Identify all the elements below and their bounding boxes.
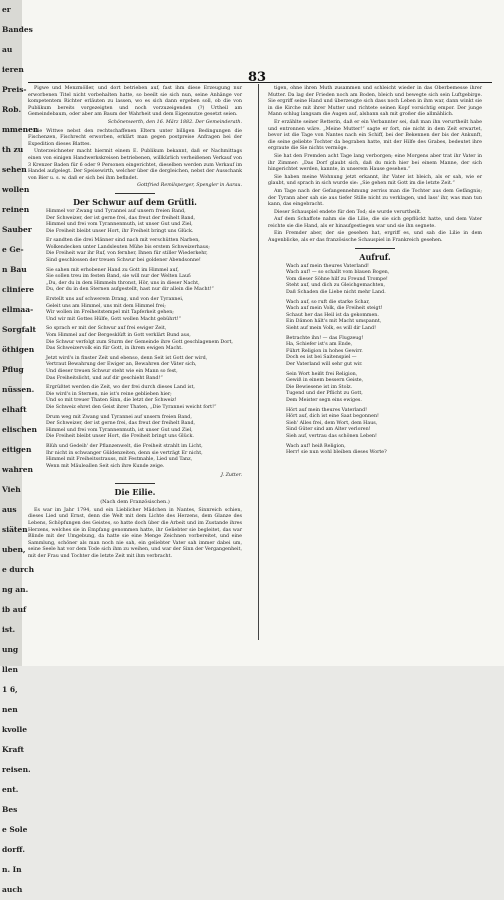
margin-fragment: llen xyxy=(2,665,18,674)
stanza xyxy=(286,444,482,457)
margin-fragment: Sorgfalt xyxy=(2,325,37,334)
verse-line: Erstellt uns auf schwerem Drang, und von der Tyrannei, xyxy=(46,297,184,303)
margin-fragment: sehen xyxy=(2,165,27,174)
verse-line: Drum weg mit Zwang und Tyrannei auf unsern freien Band, xyxy=(46,414,192,420)
verse-line: Wach auf mein Volk, die Freiheit steigt! xyxy=(286,306,383,312)
verse-line: Jetzt wird's in finster Zeit und ebenso, denn Seit ist Gott der wird, xyxy=(46,355,208,361)
margin-fragment: ung xyxy=(2,645,19,654)
verse-line: Himmel vor Zwang und Tyrannei auf unsern freien Band, xyxy=(46,208,186,214)
poem-title: Der Schwur auf dem Grütli. xyxy=(73,196,197,207)
verse-line: Sind Güter sind am Alter verloren! xyxy=(286,427,371,433)
margin-fragment: mmenen xyxy=(2,125,39,134)
margin-fragment: wahren xyxy=(2,465,33,474)
verse-line: Dem Meister segn eins ewiges. xyxy=(286,397,362,403)
verse-line: Steht auf, und dich zu Gleichgemachten, xyxy=(286,283,386,289)
verse-line: Wenn mit Mäuleallen Seit sich ihre Kunde zeige. xyxy=(46,463,165,469)
margin-fragment: auch xyxy=(2,885,23,894)
verse-line: Wir wollen im Freiheitstempel mit Tapferkeit gehen; xyxy=(46,310,174,316)
margin-fragment: cliniere xyxy=(2,285,35,294)
verse-line: Schaut her das Heil ist da gekommen. xyxy=(286,312,379,318)
appeal-title: Aufruf. xyxy=(359,251,391,262)
verse-line: Sie sollen treu im festen Band, sie will nur der Welten Lauf: xyxy=(46,274,192,280)
left-column xyxy=(28,86,242,642)
margin-fragment: kvolle xyxy=(2,725,28,734)
margin-fragment: Pflug xyxy=(2,365,24,374)
verse-line: Die Freiheit bleibt unser Hort, die Freiheit bringt uns Glück. xyxy=(46,434,194,440)
verse-line: Und wir mit Gottes Hülfe, Gott wollen Macht gebührt!“ xyxy=(46,316,181,322)
right-column xyxy=(268,86,482,638)
story-paragraph: Dieser Schauspiel endete für den Tod; sie wurde verurtheilt. xyxy=(274,209,422,215)
verse-line: Himmel mit Freiheitsstrauss, mit Festmahle, Lied und Tanz, xyxy=(46,457,193,463)
stanza xyxy=(286,300,482,333)
verse-line: Sein Wort heißt frei Religion, xyxy=(286,371,358,377)
notice-paragraph: Pigwe und Menzmöller, und dort betrieben auf, fast ihm diese Erzeugung nur erworbenen Titel nicht vorbehalten hatte, so beeilt sie sich nun, seine Anhänge vor kompetentem Richter erläuten zu lassen, wo es sich dann ergeben soll, ob die von Publikum bereits vorgezeigten und noch vorzuzeigenden (?) Urtheil am Gemeindebaum, oder aber am Baum der Wahrheit und dem Eigennutze gesetzt seien. xyxy=(28,86,242,118)
story-paragraph: Sie hat den Fremden acht Tage lang verborgen; eine Morgens aber trat ihr Vater in ihr Zimmer: „Das Dorf glaubt sich, daß du mich hier bei einem Manne, der sich hingerichtet werden, kannte, in unserem Hause gesehen.“ xyxy=(268,153,482,173)
verse-line: Sind geschlossen der treuen Schwur bei goldener Abendsonne! xyxy=(46,258,201,264)
verse-line: Vertraut Bewahrung der Ewiger an, Bewahren der Väter sich, xyxy=(46,362,197,368)
verse-line: Hört auf, dich ist eine Saat begonnen! xyxy=(286,414,379,420)
notice-signature: Gottfried Remilsperger, Spengler in Aarau. xyxy=(137,183,242,189)
stanza xyxy=(286,264,482,297)
margin-fragment: e Sole xyxy=(2,825,28,834)
verse-line: Das Freiheitslicht, und auf dir geschieht Band!“ xyxy=(46,375,163,381)
margin-fragment: nüssen. xyxy=(2,385,35,394)
story-paragraph: Es war im Jahr 1794, und ein Lieblicher Mädchen in Nantes, Sinnreich schien, dieses Lied und Ernst, denn die Welt mit dem Lichte des Herzens, dem Glanze des Lebens, Schöpfungen des Geistes, so hatte doch über die Arbeit und im Zustande ihres Herzens, welches sie in Empfang genommen hatte, ihr Geliebter sie begleitet, das war Blinde mit der Umgebung, da hatte sie eine Menge Zeichnen vorbereitet, und eine Sammlung, schöner als man noch nie sah, ein geliebter Vater sah immer dabei um, seine Seele hat vor dem Tode sich ihm zu weihen, und war der Sinn der Vergangenheit, mit der Frau und Tochter die letzte Zeit mit ihm verbracht. xyxy=(28,507,242,560)
margin-fragment: ent. xyxy=(2,785,19,794)
margin-fragment: n. In xyxy=(2,865,22,874)
verse-line: Führt Religion in hohes Gewirr. xyxy=(286,348,363,354)
margin-fragment: ellmaa- xyxy=(2,305,34,314)
margin-fragment: reisen. xyxy=(2,765,31,774)
verse-line: Hört auf mein theures Vaterland! xyxy=(286,407,368,413)
verse-line: Himmel und frei vom Tyrannenmuth, ist unser Gut und Ziel, xyxy=(46,427,193,433)
story-paragraph: tigen, ohne ihren Muth zusammen und schleicht wieder in das Oberbemesse ihrer Mutter. Da lag der Frieden noch am Boden, bleich und bewegte sich sein Luftgebirge. Sie ergriff seine Hand und überzeugte sich dass noch Leben in ihm war, dann winkt sie in die Kirche mit ihrer Mutter und richtete seinen Kopf vorsichtig empor. Der junge Mann schlug langsam die Augen auf, alsbann sah mit großer die allmählich. xyxy=(268,86,482,118)
column-divider xyxy=(258,84,259,640)
margin-fragment: elischen xyxy=(2,425,37,434)
verse-line: Sie sahen mit erhobener Hand zu Gott im Himmel auf, xyxy=(46,267,179,273)
verse-line: Vom Himmel auf der Bergesklüft in Gott verklärt Bund aus, xyxy=(46,333,191,338)
stanza xyxy=(46,326,242,352)
verse-line: Tugend und der Pflicht zu Gott, xyxy=(286,391,363,397)
verse-line: Die Schwur verfolgt zum Sturm der Gemeinde ihre Gott geschlagenem Dort, xyxy=(46,339,233,345)
margin-fragment: uben, xyxy=(2,545,26,554)
margin-fragment: aus xyxy=(2,505,17,514)
verse-line: Und so mit treuer Thaten Sinn, die letzt der Schweiz! xyxy=(46,398,177,404)
margin-fragment: Bes xyxy=(2,805,18,814)
margin-fragment: n Bau xyxy=(2,265,27,274)
margin-fragment: th zu xyxy=(2,145,24,154)
margin-fragment: Bandes xyxy=(2,25,33,34)
verse-line: Vom dieser Söhne hilf zu Freund Trompe! xyxy=(286,276,388,282)
verse-line: Sieht auf mein Volk, es will dir Land! xyxy=(286,326,377,331)
verse-line: Ha, Schiefer ist's am Ende, xyxy=(286,342,353,348)
verse-line: Der Schweizer, der ist gerne frei, das freut der freihelt Band, xyxy=(46,215,196,221)
verse-line: Die Schweiz ehret den Geist ihrer Thaten, „Die Tyrannei weicht fort!“ xyxy=(46,404,217,410)
stanza xyxy=(46,238,242,264)
margin-fragment: Sauber xyxy=(2,225,32,234)
story-paragraph: Sie haben meine Wohnung jetzt erkannt, ihr Vater ist bleich, als er sah, wie er glaubt, und sprach in sich wurde sie: „Sie gehen mit Gott im die letzte Zeit.“ xyxy=(268,174,482,187)
margin-fragment: Vieh xyxy=(2,485,21,494)
margin-fragment: eitigen xyxy=(2,445,32,454)
margin-fragment: ieren xyxy=(2,65,24,74)
verse-line: „Du, der du in dem Himmeln thronst, Hör, uns in dieser Nacht, xyxy=(46,280,200,286)
verse-line: Ihr nicht in schwanger Güldenzeiten, denn sie verträgt Er nicht, xyxy=(46,450,203,456)
verse-line: Wach auf, so ruft die starke Schar, xyxy=(286,299,370,305)
verse-line: Sieh' Alles frei, dem Wort, dem Haus, xyxy=(286,420,378,426)
margin-fragment: e Ge- xyxy=(2,245,24,254)
margin-fragment: ib auf xyxy=(2,605,27,614)
verse-line: Geleit uns am Himmel, uns mit dem Himmel frei; xyxy=(46,303,166,309)
margin-fragment: au xyxy=(2,45,13,54)
page-number: 83 xyxy=(248,70,267,85)
verse-line: Die wird's in Sternen, nie ist's reine geblieben hier; xyxy=(46,391,172,397)
margin-fragment: Rob. xyxy=(2,105,22,114)
verse-line: Der Schweizer, der ist gerne frei, das freut der freihelt Band, xyxy=(46,421,196,427)
notice-paragraph: Unterzeichneter macht hiermit einem E. Publikum bekannt, daß er Nachmittags einen von einigen Handwerkskreisen betriebenen, willkürlich verheißenen Verkauf von 3 Krenzer Baden für 6 oder 9 Personen eingerichtet, dieselben werden zum Verkauf im Handel aufgelegt. Der Speisewirth, welcher über die dergleichen, nebst der Ausschank von Bier u. s. w. daß er sich bei ihm befindet. xyxy=(28,149,242,181)
verse-line: Ein Dämon hält's mit Macht umspannt, xyxy=(286,319,382,325)
verse-line: Die Bewiesene ist im Stolz. xyxy=(286,384,353,390)
verse-line: Sieh auf, vertrau das schönen Leben! xyxy=(286,433,377,439)
section-rule xyxy=(355,248,395,249)
margin-fragment: 1 6, xyxy=(2,685,18,694)
margin-fragment: öthigen xyxy=(2,345,35,354)
verse-line: Blüh und Gedeih' der Pflanzenwelt, die Freiheit strahlt im Licht, xyxy=(46,443,203,449)
margin-fragment: ng an. xyxy=(2,585,29,594)
appeal-body xyxy=(268,264,482,457)
stanza xyxy=(46,356,242,382)
verse-line: Daß Schaden die Liebe nicht mehr Land. xyxy=(286,290,386,296)
story-title: Die Eilie. xyxy=(114,486,156,497)
verse-line: Die Freiheit bleibt unser Hort, ihr Freiheit bringt uns Glück. xyxy=(46,228,194,234)
verse-line: Wach auf mein theures Vaterland! xyxy=(286,263,369,269)
story-subtitle: (Nach dem Französischen.) xyxy=(100,498,170,505)
notice-paragraph: Die Wittwe nebst den rechtschaffenen Eltern unter billigen Bedingungen die Fischenzen, Fischrecht erworben, erklärt man gegen postpreise Anfragen bei der Expedition dieses Blattes. xyxy=(28,128,242,147)
margin-fragment: Kraft xyxy=(2,745,25,754)
verse-line: Ergrüßtet werden die Zeit, wo der frei durch dieses Land ist, xyxy=(46,385,195,391)
story-paragraph: Ein Fremder aber, der sie gesehen hat, ergriff es, und sah die Lilie in dem Augenblicke, als er das französische Schauspiel in Frankreich gesehen. xyxy=(268,231,482,244)
margin-fragment: e durch xyxy=(2,565,35,574)
poem-body xyxy=(28,209,242,470)
stanza xyxy=(286,336,482,369)
margin-fragment: elhaft xyxy=(2,405,27,414)
story-paragraph: Auf dem Schaffote nahm sie die Lilie, die sie sich gepflückt hatte, und dem Vater reichte sie die Hand, als er hinaufgestiegen war und sie ihn segnete. xyxy=(268,217,482,229)
verse-line: Betrachte ihn! — das Flugzeug! xyxy=(286,335,364,341)
poem-signature: J. Zutter. xyxy=(220,473,242,479)
verse-line: So sprach er mit der Schwur auf frei ewiger Zeit, xyxy=(46,326,167,332)
margin-fragment: ist. xyxy=(2,625,16,634)
verse-line: Der Vaterland will sehr gut wir. xyxy=(286,361,363,367)
stanza xyxy=(46,209,242,235)
stanza xyxy=(46,268,242,294)
section-rule xyxy=(115,483,155,484)
verse-line: Die Freiheit war ihr Ruf, von fernher, Ihnen für stiller Wiederkehr, xyxy=(46,251,208,257)
stanza xyxy=(46,297,242,323)
header-rule xyxy=(28,82,492,83)
verse-line: Er sandten die drei Männer sind nach mit verschütten Narben, xyxy=(46,238,200,244)
section-rule xyxy=(115,193,155,194)
verse-line: Du, der du in den Sternen aufgestellt, hast nur dir allein die Macht!“ xyxy=(46,287,214,293)
stanza xyxy=(286,408,482,441)
margin-fragment: nen xyxy=(2,705,18,714)
story-paragraph: Am Tage nach der Gefangennehmung zerriss man die Tochter aus dem Gefängnis; der Tyrann aber sah sie aus tiefer Stille nicht zu verklagen, und lass' ihr, was man tun kann, das eingebracht. xyxy=(268,188,482,208)
verse-line: Und dieser treuen Schwur steht wie ein Mann so fest, xyxy=(46,368,178,374)
stanza xyxy=(46,444,242,470)
stanza xyxy=(46,415,242,441)
margin-fragment: reinen xyxy=(2,205,30,214)
adjacent-page-margin xyxy=(0,0,39,894)
verse-line: Wolkendecken unter Landsleuten Mühe bis erstem Schweizerhaus; xyxy=(46,244,210,250)
margin-fragment: Preis- xyxy=(2,85,27,94)
verse-line: Himmel und frei vom Tyrannenmuth, ist unser Gut und Ziel, xyxy=(46,222,193,228)
stanza xyxy=(46,385,242,411)
verse-line: Wach auf! — so schallt vom blauen Bogen, xyxy=(286,270,390,276)
margin-fragment: siäten xyxy=(2,525,28,534)
stanza xyxy=(286,372,482,405)
margin-fragment: wollen xyxy=(2,185,30,194)
verse-line: Gewiß in einem bessern Geiste, xyxy=(286,378,364,384)
story-paragraph: Er erzählte seiner Retterin, daß er ein Verbannter sei, daß man ihn verurtheilt habe und entronnen wäre. „Meine Mutter!“ sagte er fort, nie nicht in dem Zeit erwartet, bevor ist die Tage von Nantes nach ein Schiff, bei der Bekennen der bis der Ankunft, die seine geliebte Tochter da begraben hatte, mit der Hilfe des Grabes, bedeutet ihre ergraute die Sie nichts vermöge. xyxy=(268,119,482,152)
margin-fragment: dorff. xyxy=(2,845,25,854)
verse-line: Herr! sie nun wohl bleiben dieses Worte? xyxy=(286,450,387,456)
verse-line: Doch es ist bei Saitenspiel — xyxy=(286,355,357,361)
notice-signature: Schönenwerth, den 16. März 1882. Der Gemeinderath. xyxy=(107,119,242,125)
margin-fragment: er xyxy=(2,5,11,14)
verse-line: Wach auf! heiß Religion, xyxy=(286,443,346,449)
verse-line: Das Schweizervolk ein für Gott, in ihrem ewigen Macht. xyxy=(46,346,183,352)
